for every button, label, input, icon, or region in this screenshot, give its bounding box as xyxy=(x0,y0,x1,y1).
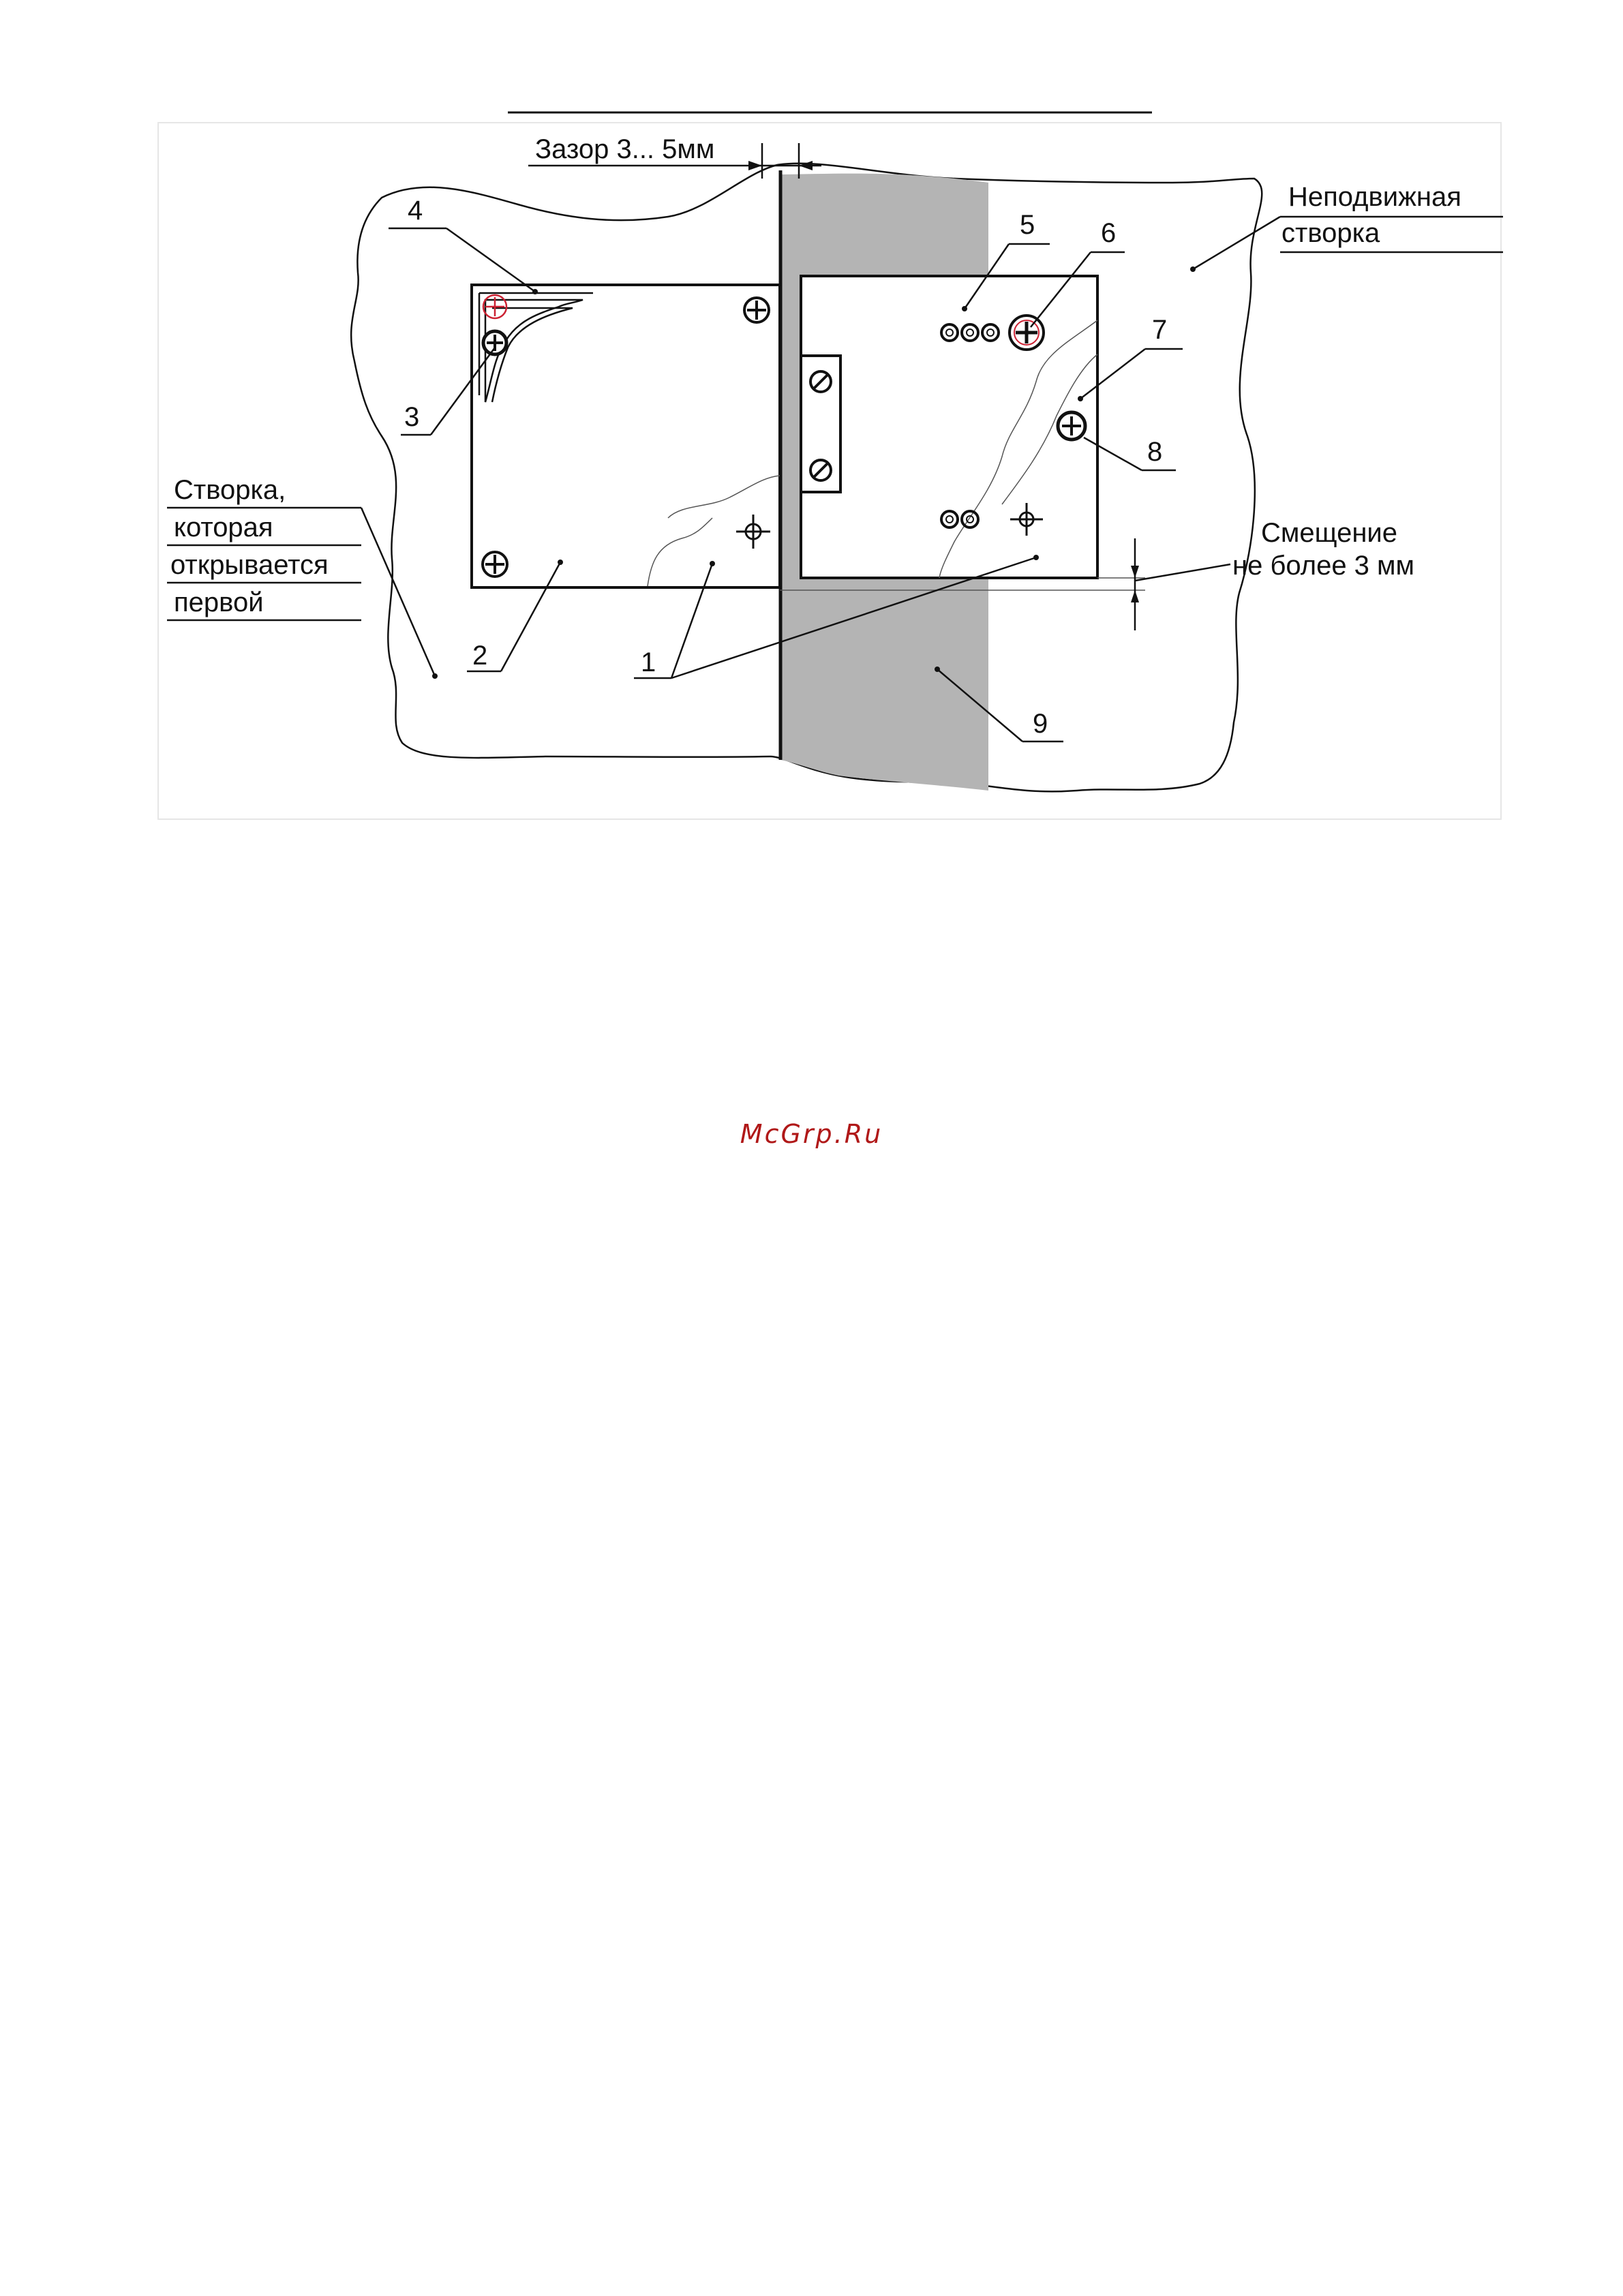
screw-right-plate-mid xyxy=(1058,412,1085,440)
callout-1: 1 xyxy=(641,647,656,677)
callout-3: 3 xyxy=(404,402,420,432)
first-leaf-label-line4: первой xyxy=(174,587,264,617)
door-leaf-installation-diagram xyxy=(0,0,1623,838)
right-mounting-plate xyxy=(801,276,1097,578)
watermark-text: McGrp.Ru xyxy=(740,1119,883,1149)
callout-2: 2 xyxy=(472,641,488,671)
first-leaf-label-line3: открывается xyxy=(170,550,329,580)
first-leaf-label-line2: которая xyxy=(174,512,273,542)
screw-bottom-left xyxy=(483,552,507,577)
gap-label: Зазор 3... 5мм xyxy=(535,134,715,164)
callout-4: 4 xyxy=(408,196,423,226)
stopper-block xyxy=(801,356,840,492)
callout-5: 5 xyxy=(1020,210,1035,240)
callout-8: 8 xyxy=(1147,437,1163,467)
left-mounting-plate xyxy=(472,285,780,587)
offset-label-line2: не более 3 мм xyxy=(1232,551,1415,581)
callout-7: 7 xyxy=(1152,315,1168,345)
adjust-screw xyxy=(1010,316,1044,350)
first-leaf-label-line1: Створка, xyxy=(174,475,286,505)
screw-top-right-of-left-plate xyxy=(744,298,769,322)
callout-9: 9 xyxy=(1033,709,1048,739)
callout-6: 6 xyxy=(1101,218,1117,248)
fixed-leaf-label-line2: створка xyxy=(1281,218,1380,248)
fixed-leaf-label-line1: Неподвижная xyxy=(1288,182,1461,212)
screw-top-left xyxy=(483,295,506,318)
offset-label-line1: Смещение xyxy=(1261,518,1398,548)
screw-top-left-lower xyxy=(483,331,506,354)
